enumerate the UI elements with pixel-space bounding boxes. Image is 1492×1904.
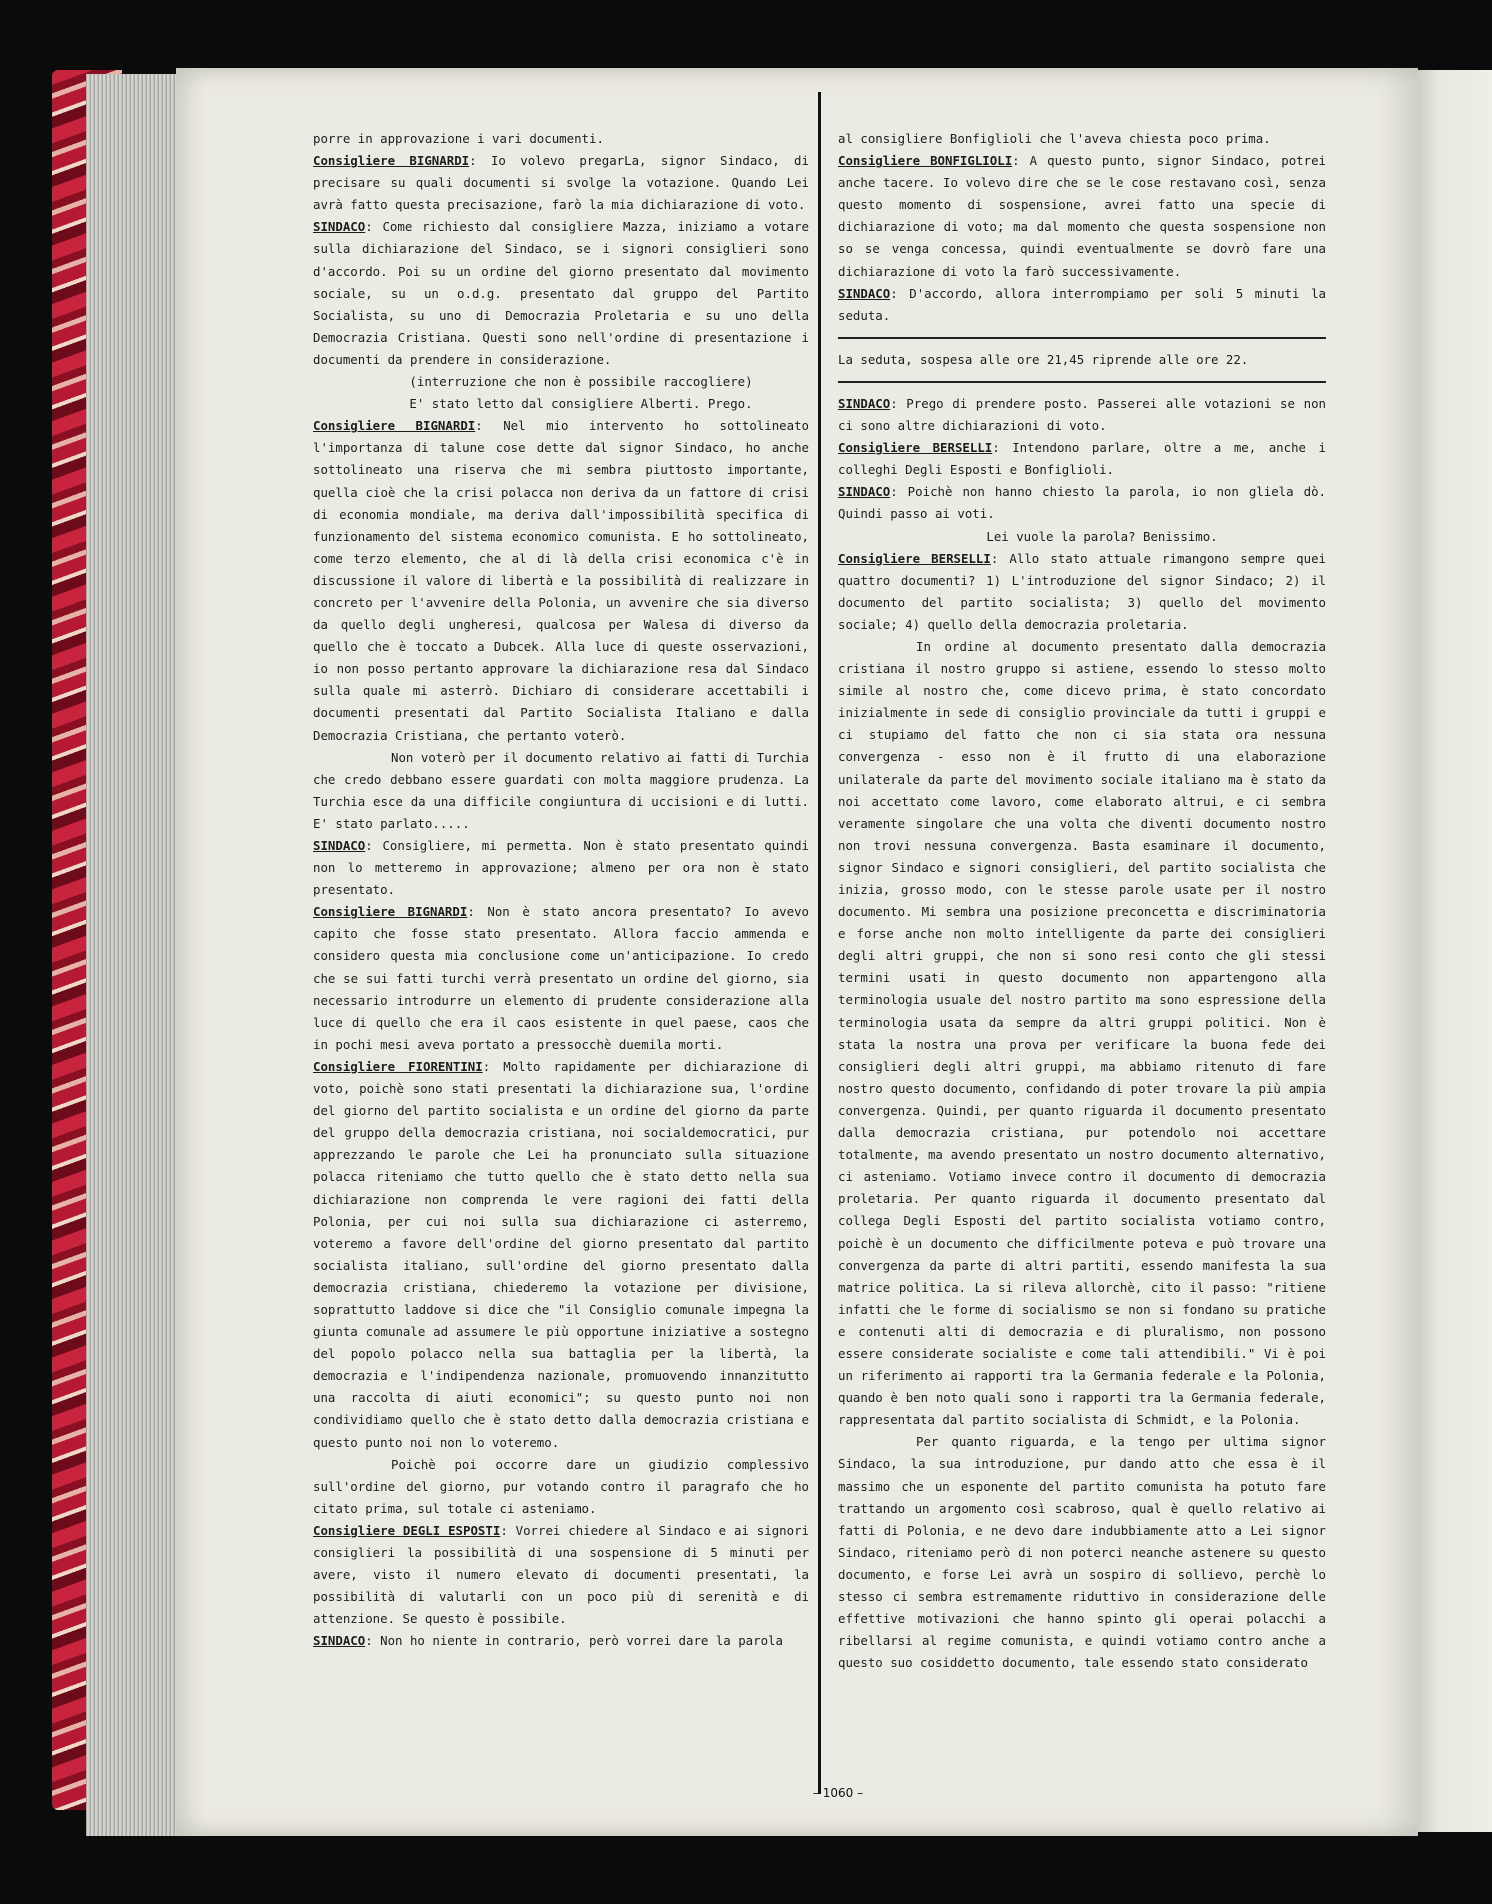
paragraph — [838, 128, 1326, 150]
paragraph-text: Per quanto riguarda, e la tengo per ultima signor Sindaco, la sua introduzione, pur dando atto che essa è il massimo che un esponente del partito comunista ha potuto fare trattando un argomento così scabroso, qual è quello relativo ai fatti di Polonia, e ne devo dare indubbiamente atto a Lei signor Sindaco, riteniamo però di non poterci neanche astenere su questo documento, e forse Lei avrà un sospiro di sollievo, perchè lo stesso ci sembra estremamente riduttivo in considerazione delle effettive motivazioni che hanno spinto gli operai polacchi a ribellarsi al regime comunista, e quindi votiamo contro anche a questo suo cosiddetto documento, tale essendo stato considerato — [838, 1434, 1326, 1671]
left-column — [313, 128, 809, 1652]
right-column-top — [838, 128, 1326, 327]
page-number: – 1060 – — [812, 1786, 864, 1800]
speaker-name: SINDACO — [838, 484, 891, 500]
session-note: La seduta, sospesa alle ore 21,45 riprende alle ore 22. — [838, 351, 1249, 367]
speaker-name: Consigliere BIGNARDI — [313, 418, 476, 434]
paragraph — [313, 1520, 809, 1630]
paragraph — [313, 128, 809, 150]
paragraph — [838, 481, 1326, 525]
paragraph — [838, 437, 1326, 481]
paragraph — [313, 1630, 809, 1652]
paragraph-text: : Consigliere, mi permetta. Non è stato presentato quindi non lo metteremo in approvazione; almeno per ora non è stato presentato. — [313, 838, 809, 898]
right-column — [838, 128, 1326, 1674]
paragraph-text: : D'accordo, allora interrompiamo per soli 5 minuti la seduta. — [838, 285, 1326, 323]
paragraph-text: : Allo stato attuale rimangono sempre quei quattro documenti? 1) L'introduzione del signor Sindaco; 2) il documento del partito socialista; 3) quello del movimento sociale; 4) quello della democrazia proletaria. — [838, 550, 1326, 632]
paragraph — [313, 1056, 809, 1454]
section-rule-top — [838, 337, 1326, 339]
paragraph — [838, 526, 1326, 548]
section-rule-bottom — [838, 381, 1326, 383]
paragraph-text: al consigliere Bonfiglioli che l'aveva chiesta poco prima. — [838, 131, 1271, 146]
paragraph — [838, 1431, 1326, 1674]
speaker-name: Consigliere DEGLI ESPOSTI — [313, 1522, 501, 1538]
paragraph-text: Lei vuole la parola? Benissimo. — [986, 528, 1218, 544]
paragraph-text: : A questo punto, signor Sindaco, potrei anche tacere. Io volevo dire che se le cose restavano così, senza questo momento di sospensione, avrei fatto una specie di dichiarazione di voto; ma dal momento che questa sospensione non so se venga concessa, quindi eventualmente se dovrò fare una dichiarazione di voto la farò successivamente. — [838, 153, 1326, 279]
paragraph — [313, 901, 809, 1056]
facing-page-edge — [1418, 70, 1492, 1832]
paragraph-text: (interruzione che non è possibile raccogliere) — [409, 374, 753, 390]
paragraph-text: porre in approvazione i vari documenti. — [313, 131, 604, 146]
speaker-name: Consigliere FIORENTINI — [313, 1058, 483, 1074]
paragraph — [838, 150, 1326, 283]
paragraph — [313, 150, 809, 216]
paragraph — [313, 415, 809, 746]
paragraph-text: Poichè poi occorre dare un giudizio complessivo sull'ordine del giorno, pur votando contro il paragrafo che ho citato prima, sul totale ci asteniamo. — [313, 1456, 809, 1516]
paragraph-text: : Nel mio intervento ho sottolineato l'importanza di talune cose dette dal signor Sindaco, ho anche sottolineato una riserva che mi sembra piuttosto importante, quella cioè che la crisi polacca non deriva da un fattore di crisi di economia mondiale, ma deriva dall'impossibilità specifica di funzionamento del sistema economico comunista. E ho sottolineato, come terzo elemento, che al di là della crisi economica c'è in discussione il valore di libertà e la possibilità di realizzare in concreto per l'avvenire della Polonia, un avvenire che sia diverso da quello degli ungheresi, qualcosa per Walesa di diverso da quello che è toccato a Dubcek. Alla luce di queste osservazioni, io non posso pertanto approvare la dichiarazione resa dal Sindaco sulla quale mi asterrò. Dichiaro di considerare accettabili i documenti presentati dal Partito Socialista Italiano e dalla Democrazia Cristiana, che pertanto voterò. — [313, 418, 809, 743]
speaker-name: Consigliere BERSELLI — [838, 440, 993, 456]
paragraph-text: : Intendono parlare, oltre a me, anche i colleghi Degli Esposti e Bonfiglioli. — [838, 440, 1326, 478]
paragraph — [313, 393, 809, 415]
paragraph — [838, 283, 1326, 327]
speaker-name: Consigliere BIGNARDI — [313, 904, 468, 920]
paragraph-text: : Come richiesto dal consigliere Mazza, iniziamo a votare sulla dichiarazione del Sindaco, se i signori consiglieri sono d'accordo. Poi su un ordine del giorno presentato dal movimento sociale, su un o.d.g. presentato dal gruppo del Partito Socialista, su uno di Democrazia Proletaria e su uno della Democrazia Cristiana. Questi sono nell'ordine di presentazione i documenti da prendere in considerazione. — [313, 219, 809, 367]
paragraph-text: : Prego di prendere posto. Passerei alle votazioni se non ci sono altre dichiarazioni di voto. — [838, 395, 1326, 434]
paragraph — [838, 393, 1326, 437]
paragraph-text: : Vorrei chiedere al Sindaco e ai signori consiglieri la possibilità di una sospensione di 5 minuti per avere, visto il numero elevato di documenti presentati, la possibilità di valutarli con un poco più di serenità e di attenzione. Se questo è possibile. — [313, 1522, 809, 1627]
paragraph — [313, 1454, 809, 1520]
paragraph-text: : Molto rapidamente per dichiarazione di voto, poichè sono stati presentati la dichiarazione sua, l'ordine del giorno del partito socialista e un ordine del giorno da parte del gruppo della democrazia cristiana, noi socialdemocratici, pur apprezzando le parole che Lei ha pronunciato sulla situazione polacca riteniamo che tutto quello che è stato detto nella sua dichiarazione non comprenda le vere ragioni dei fatti della Polonia, per cui noi sulla sua dichiarazione ci asterremo, voteremo a favore dell'ordine del giorno presentato dal partito socialista italiano, sull'ordine del giorno presentato dalla democrazia cristiana, chiederemo la votazione per divisione, soprattutto laddove si dice che "il Consiglio comunale impegna la giunta comunale ad assumere le più opportune iniziative a sostegno del popolo polacco nella sua battaglia per la libertà, la democrazia e l'indipendenza nazionale, promuovendo innanzitutto una raccolta di aiuti economici"; su questo punto noi non condividiamo quello che è stato detto dalla democrazia cristiana e questo punto noi non lo voteremo. — [313, 1058, 809, 1450]
speaker-name: SINDACO — [838, 285, 891, 301]
speaker-name: Consigliere BIGNARDI — [313, 153, 470, 169]
speaker-name: SINDACO — [313, 219, 366, 235]
paragraph-text: Non voterò per il documento relativo ai fatti di Turchia che credo debbano essere guardati con molta maggiore prudenza. La Turchia esce da una difficile congiuntura di uccisioni e di lutti. E' stato parlato..... — [313, 749, 809, 831]
speaker-name: SINDACO — [838, 395, 891, 411]
paragraph-text: : Non ho niente in contrario, però vorrei dare la parola — [365, 1633, 783, 1649]
paragraph-text: : Non è stato ancora presentato? Io avevo capito che fosse stato presentato. Allora faccio ammenda e considero questa mia conclusione come un'anticipazione. Io credo che se sui fatti turchi verrà presentato un ordine del giorno, sia necessario introdurre un elemento di prudente considerazione alla luce di quello che era il caos esistente in quel paese, caos che in pochi mesi aveva portato a pressocchè duemila morti. — [313, 904, 809, 1052]
paragraph — [313, 835, 809, 901]
speaker-name: Consigliere BONFIGLIOLI — [838, 153, 1013, 169]
paragraph — [313, 216, 809, 371]
paragraph — [838, 636, 1326, 1431]
column-divider — [818, 92, 821, 1794]
paragraph — [313, 371, 809, 393]
paragraph-text: : Io volevo pregarLa, signor Sindaco, di precisare su quali documenti si svolge la votazione. Quando Lei avrà fatto questa precisazione, farò la mia dichiarazione di voto. — [313, 153, 809, 213]
paragraph-text: E' stato letto dal consigliere Alberti. Prego. — [409, 396, 753, 412]
paragraph-text: : Poichè non hanno chiesto la parola, io non gliela dò. Quindi passo ai voti. — [838, 484, 1326, 522]
speaker-name: SINDACO — [313, 838, 366, 853]
right-column-bottom — [838, 393, 1326, 1674]
speaker-name: SINDACO — [313, 1633, 366, 1649]
paragraph — [838, 548, 1326, 636]
paragraph — [313, 747, 809, 835]
paragraph-text: In ordine al documento presentato dalla democrazia cristiana il nostro gruppo si astiene, essendo lo stesso molto simile al nostro che, come dicevo prima, è stato concordato inizialmente in sede di consiglio provinciale da tutti i gruppi e ci stupiamo del fatto che non ci sia stata ora nessuna convergenza - esso non è il frutto di una elaborazione unilaterale da parte del movimento sociale italiano ma è stato da noi accettato come lavoro, come elaborato altrui, e ci sembra veramente singolare che una volta che diventi documento nostro non trovi nessuna convergenza. Basta esaminare il documento, signor Sindaco e signori consiglieri, del partito socialista che inizia, grosso modo, con le stesse parole usate per il nostro documento. Mi sembra una posizione preconcetta e discriminatoria e forse anche non molto intelligente da parte dei consiglieri degli altri gruppi, che non si sono resi conto che gli stessi termini usati in questo documento non appartengono alla terminologia usuale del nostro partito ma sono espressione della terminologia usata da sempre da altri gruppi politici. Non è stata la nostra una prova per verificare la buona fede dei consiglieri degli altri gruppi, ma abbiamo ritenuto di fare nostro questo documento, confidando di poter trovare la più ampia convergenza. Quindi, per quanto riguarda il documento presentato dalla democrazia cristiana, pur potendolo noi accettare totalmente, ma avendo presentato un nostro documento alternativo, ci asteniamo. Votiamo invece contro il documento di democrazia proletaria. Per quanto riguarda il documento presentato dal collega Degli Esposti del partito socialista votiamo contro, poichè è un documento che difficilmente poteva e può trovare una convergenza da parte di altri partiti, essendo manifesta la sua matrice politica. La si rileva allorchè, cito il passo: "ritiene infatti che le forme di socialismo se non si fondano su pratiche e contenuti alti di democrazia e di pluralismo, non possono essere considerate socialiste e come tali attendibili." Vi è poi un riferimento ai rapporti tra la Germania federale e la Polonia, quando è ben noto quali sono i rapporti tra la Germania federale, rappresentata dal partito socialista di Schmidt, e la Polonia. — [838, 638, 1326, 1428]
page-edges — [86, 74, 183, 1836]
speaker-name: Consigliere BERSELLI — [838, 550, 991, 566]
